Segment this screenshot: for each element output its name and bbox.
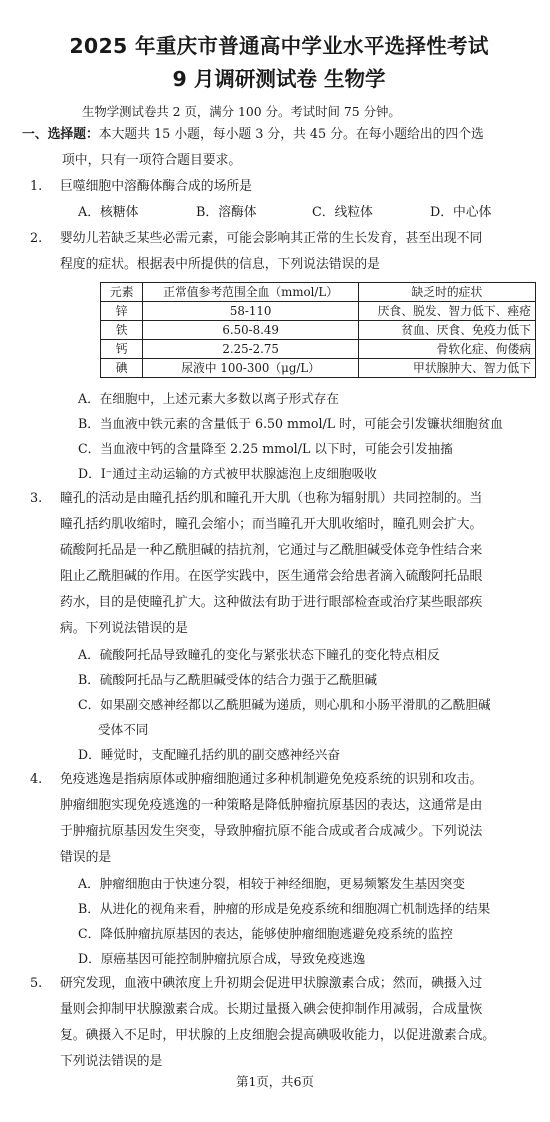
- table-row: [101, 302, 536, 321]
- table-row: [101, 340, 536, 359]
- section-instruction-line2: 项中，只有一项符合题目要求。: [62, 153, 242, 168]
- option-a: A．在细胞中，上述元素大多数以离子形式存在: [78, 391, 339, 406]
- question-stem: 瞳孔的活动是由瞳孔括约肌和瞳孔开大肌（也称为辐射肌）共同控制的。当: [60, 491, 483, 506]
- question-stem-cont: 下列说法错误的是: [60, 1054, 163, 1069]
- option-d: D．I⁻通过主动运输的方式被甲状腺滤泡上皮细胞吸收: [78, 466, 377, 481]
- option-a: A．核糖体: [78, 205, 139, 220]
- question-stem-cont: 程度的症状。根据表中所提供的信息，下列说法错误的是: [60, 257, 380, 272]
- option-b: B．从进化的视角来看，肿瘤的形成是免疫系统和细胞凋亡机制选择的结果: [78, 901, 491, 916]
- question-3: [22, 486, 536, 512]
- question-5: [22, 971, 536, 997]
- option-c: C．降低肿瘤抗原基因的表达，能够使肿瘤细胞逃避免疫系统的监控: [78, 926, 453, 941]
- option-d: D．睡觉时，支配瞳孔括约肌的副交感神经兴奋: [78, 747, 340, 762]
- section-label: 一、选择题：: [22, 127, 99, 142]
- page-footer: 第1页，共6页: [236, 1074, 314, 1089]
- table-cell: 6.50-8.49: [143, 321, 358, 340]
- question-stem-cont: 量则会抑制甲状腺激素合成。长期过量摄入碘会使抑制作用减弱，合成量恢: [60, 1002, 483, 1017]
- exam-info: 生物学测试卷共 2 页，满分 100 分。考试时间 75 分钟。: [82, 104, 401, 119]
- question-number: 5.: [30, 976, 43, 991]
- question-1: [22, 174, 536, 200]
- section-instruction-line1: 本大题共 15 小题，每小题 3 分，共 45 分。在每小题给出的四个选: [98, 127, 484, 142]
- question-stem-cont: 肿瘤细胞实现免疫逃逸的一种策略是降低肿瘤抗原基因的表达，这通常是由: [60, 798, 483, 813]
- option-a: A．肿瘤细胞由于快速分裂，相较于神经细胞，更易频繁发生基因突变: [78, 876, 465, 891]
- option-c: C．如果副交感神经都以乙酰胆碱为递质，则心肌和小肠平滑肌的乙酰胆碱: [78, 697, 491, 712]
- element-table: [100, 282, 536, 378]
- question-stem: 婴幼儿若缺乏某些必需元素，可能会影响其正常的生长发育，甚至出现不同: [60, 231, 483, 246]
- table-cell: 铁: [101, 321, 143, 340]
- question-stem-cont: 药水，目的是使瞳孔扩大。这种做法有助于进行眼部检查或治疗某些眼部疾: [60, 595, 483, 610]
- question-stem-cont: 阻止乙酰胆碱的作用。在医学实践中，医生通常会给患者滴入硫酸阿托品眼: [60, 569, 483, 584]
- table-cell: 58-110: [143, 302, 358, 321]
- table-header: 缺乏时的症状: [358, 283, 535, 302]
- exam-title: 2025 年重庆市普通高中学业水平选择性考试: [69, 34, 489, 58]
- option-b: B．硫酸阿托品与乙酰胆碱受体的结合力强于乙酰胆碱: [78, 672, 377, 687]
- table-cell: 甲状腺肿大、智力低下: [358, 359, 535, 378]
- question-4: [22, 767, 536, 793]
- question-stem-cont: 错误的是: [60, 850, 112, 865]
- table-cell: 碘: [101, 359, 143, 378]
- table-header: 元素: [101, 283, 143, 302]
- question-stem: 巨噬细胞中溶酶体酶合成的场所是: [60, 179, 252, 194]
- option-c: C．当血液中钙的含量降至 2.25 mmol/L 以下时，可能会引发抽搐: [78, 441, 453, 456]
- table-cell: 钙: [101, 340, 143, 359]
- question-2: [22, 226, 536, 252]
- option-a: A．硫酸阿托品导致瞳孔的变化与紧张状态下瞳孔的变化特点相反: [78, 647, 440, 662]
- question-stem: 免疫逃逸是指病原体或肿瘤细胞通过多种机制避免免疫系统的识别和攻击。: [60, 772, 483, 787]
- question-number: 1.: [30, 179, 43, 194]
- question-1-options: [22, 200, 536, 226]
- question-stem-cont: 硫酸阿托品是一种乙酰胆碱的拮抗剂，它通过与乙酰胆碱受体竞争性结合来: [60, 543, 483, 558]
- exam-subtitle: 9 月调研测试卷 生物学: [172, 67, 386, 91]
- question-number: 2.: [30, 231, 43, 246]
- section-header: [22, 122, 536, 174]
- question-stem: 研究发现，血液中碘浓度上升初期会促进甲状腺激素合成；然而，碘摄入过: [60, 976, 483, 991]
- option-d: D．中心体: [430, 205, 492, 220]
- table-row: [101, 321, 536, 340]
- question-number: 3.: [30, 491, 43, 506]
- table-cell: 厌食、脱发、智力低下、痤疮: [358, 302, 535, 321]
- table-cell: 贫血、厌食、免疫力低下: [358, 321, 535, 340]
- question-stem-cont: 瞳孔括约肌收缩时，瞳孔会缩小；而当瞳孔开大肌收缩时，瞳孔则会扩大。: [60, 517, 483, 532]
- question-number: 4.: [30, 772, 43, 787]
- option-b: B．当血液中铁元素的含量低于 6.50 mmol/L 时，可能会引发镰状细胞贫血: [78, 416, 503, 431]
- table-cell: 2.25-2.75: [143, 340, 358, 359]
- table-cell: 尿液中 100-300（μg/L）: [143, 359, 358, 378]
- table-header: 正常值参考范围全血（mmol/L）: [143, 283, 358, 302]
- option-d: D．原癌基因可能控制肿瘤抗原合成，导致免疫逃逸: [78, 951, 366, 966]
- question-stem-cont: 病。下列说法错误的是: [60, 621, 188, 636]
- table-header-row: [101, 283, 536, 302]
- table-row: [101, 359, 536, 378]
- option-c-cont: 受体不同: [98, 722, 149, 737]
- table-cell: 锌: [101, 302, 143, 321]
- table-cell: 骨软化症、佝偻病: [358, 340, 535, 359]
- option-c: C．线粒体: [312, 205, 373, 220]
- question-stem-cont: 于肿瘤抗原基因发生突变，导致肿瘤抗原不能合成或者合成减少。下列说法: [60, 824, 483, 839]
- question-stem-cont: 复。碘摄入不足时，甲状腺的上皮细胞会提高碘吸收能力，以促进激素合成。: [60, 1028, 496, 1043]
- option-b: B．溶酶体: [196, 205, 257, 220]
